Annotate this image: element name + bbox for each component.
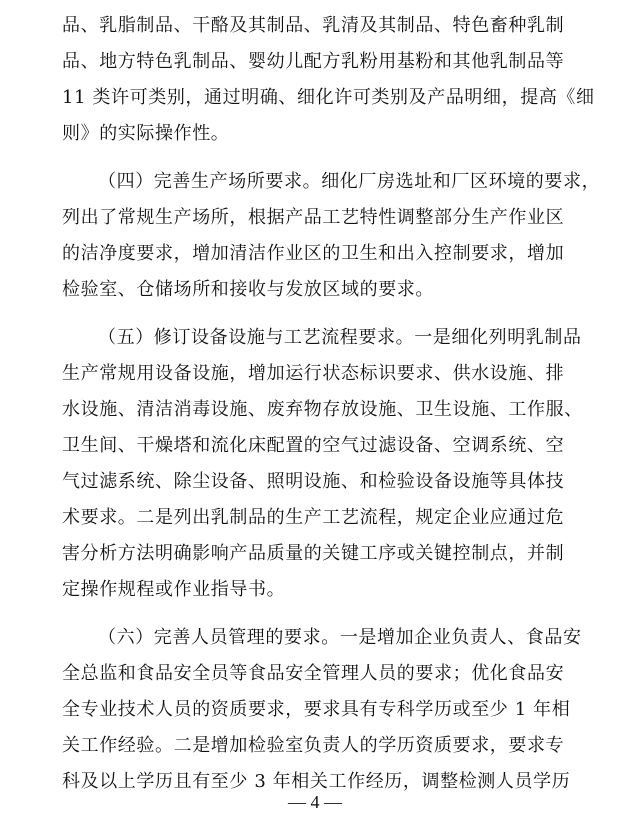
text-run: 一是细化列明乳制品 bbox=[414, 327, 582, 348]
text-line: 品、地方特色乳制品、婴幼儿配方乳粉用基粉和其他乳制品等 bbox=[62, 51, 565, 72]
paragraph-equipment-process bbox=[62, 320, 583, 608]
text-line: 关工作经验。二是增加检验室负责人的学历资质要求，要求专 bbox=[62, 735, 565, 756]
text-line: 气过滤系统、除尘设备、照明设施、和检验设备设施等具体技 bbox=[62, 471, 565, 492]
document-body bbox=[62, 8, 601, 800]
text-line: 全专业技术人员的资质要求，要求具有专科学历或至少 1 年相 bbox=[62, 699, 571, 720]
text-line: 术要求。二是列出乳制品的生产工艺流程，规定企业应通过危 bbox=[62, 507, 565, 528]
text-line bbox=[62, 164, 601, 200]
text-line: 全总监和食品安全员等食品安全管理人员的要求；优化食品安 bbox=[62, 663, 565, 684]
text-line: 害分析方法明确影响产品质量的关键工序或关键控制点，并制 bbox=[62, 543, 565, 564]
text-line: 检验室、仓储场所和接收与发放区域的要求。 bbox=[62, 279, 434, 300]
text-line: 卫生间、干燥塔和流化床配置的空气过滤设备、空调系统、空 bbox=[62, 435, 565, 456]
section-heading: （五）修订设备设施与工艺流程要求。 bbox=[98, 327, 415, 348]
text-line: 的洁净度要求，增加清洁作业区的卫生和出入控制要求，增加 bbox=[62, 243, 565, 264]
section-heading: （六）完善人员管理的要求。 bbox=[98, 627, 340, 648]
paragraph-permit-categories bbox=[62, 8, 595, 152]
text-line bbox=[62, 620, 582, 656]
page-number: — 4 — bbox=[288, 792, 342, 812]
text-line bbox=[62, 320, 582, 356]
text-line: 11 类许可类别，通过明确、细化许可类别及产品明细，提高《细 bbox=[62, 87, 595, 108]
text-line: 品、乳脂制品、干酪及其制品、乳清及其制品、特色畜种乳制 bbox=[62, 15, 565, 36]
paragraph-production-site bbox=[62, 164, 601, 308]
text-line: 定操作规程或作业指导书。 bbox=[62, 579, 286, 600]
text-line: 则》的实际操作性。 bbox=[62, 123, 230, 144]
paragraph-personnel bbox=[62, 620, 582, 800]
text-line: 列出了常规生产场所，根据产品工艺特性调整部分生产作业区 bbox=[62, 207, 565, 228]
section-heading: （四）完善生产场所要求。 bbox=[98, 171, 322, 192]
text-line: 科及以上学历且有至少 3 年相关工作经历，调整检测人员学历 bbox=[62, 771, 571, 792]
text-line: 水设施、清洁消毒设施、废弃物存放设施、卫生设施、工作服、 bbox=[62, 399, 583, 420]
text-run: 细化厂房选址和厂区环境的要求， bbox=[321, 171, 601, 192]
text-line: 生产常规用设备设施，增加运行状态标识要求、供水设施、排 bbox=[62, 363, 565, 384]
text-run: 一是增加企业负责人、食品安 bbox=[339, 627, 582, 648]
